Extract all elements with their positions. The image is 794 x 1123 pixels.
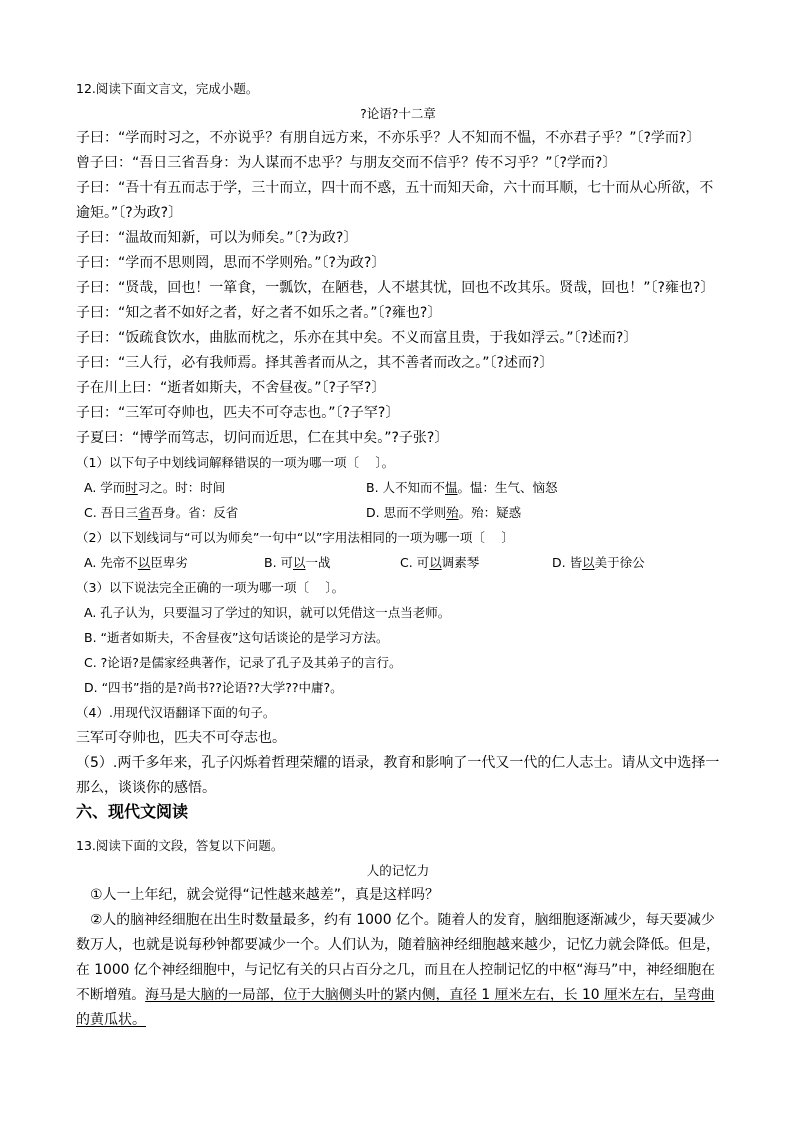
sub3-prompt: （3）以下说法完全正确的一项为哪一项〔 〕。 — [76, 580, 345, 595]
underlined-sentence: 海马是大脑的一局部，位于大脑侧头叶的紧内侧，直径 1 厘米左右，长 10 厘米左右，呈弯曲 — [145, 987, 715, 1003]
passage-line: 子在川上曰：“逝者如斯夫，不舍昼夜。”〔?子罕?〕 — [76, 380, 386, 396]
sub3-option-a: A. 孔子认为，只要温习了学过的知识，就可以凭借这一点当老师。 — [84, 605, 451, 620]
sub3-option-d: D. “四书”指的是?尚书??论语??大学??中庸?。 — [84, 680, 343, 695]
paragraph-2-line: 在 1000 亿个神经细胞中，与记忆有关的只占百分之几，而且在人控制记忆的中枢“海马”中，神经细胞在 — [76, 962, 716, 978]
paragraph-1: ①人一上年纪，就会觉得“记性越来越差”，真是这样吗？ — [90, 887, 440, 903]
paragraph-2-line: 不断增殖。海马是大脑的一局部，位于大脑侧头叶的紧内侧，直径 1 厘米左右，长 10 厘米左右，呈弯曲 — [76, 987, 715, 1003]
passage-line: 子曰：“温故而知新，可以为师矣。”〔?为政?〕 — [76, 230, 358, 246]
underlined-sentence-end: 的黄瓜状。 — [76, 1012, 146, 1028]
passage-line: 子曰：“学而不思则罔，思而不学则殆。”〔?为政?〕 — [76, 255, 386, 271]
passage-line: 子曰：“吾十有五而志于学，三十而立，四十而不惑，五十而知天命，六十而耳顺，七十而从心所欲，不 — [76, 180, 714, 196]
sub1-option-d: D. 思而不学则殆。殆：疑惑 — [366, 505, 522, 520]
sub5-line1: （5）.两千多年来，孔子闪烁着哲理荣耀的语录，教育和影响了一代又一代的仁人志士。请从文中选择一 — [76, 755, 720, 771]
passage-line: 子曰：“饭疏食饮水，曲肱而枕之，乐亦在其中矣。不义而富且贵，于我如浮云。”〔?述而?〕 — [76, 330, 638, 346]
passage-line: 子曰：“学而时习之，不亦说乎？有朋自远方来，不亦乐乎？人不知而不愠，不亦君子乎？”〔?学而?〕 — [76, 130, 701, 146]
sub1-option-b: B. 人不知而不愠。愠：生气、恼怒 — [366, 480, 558, 495]
sub2-option-b: B. 可以一战 — [264, 555, 331, 570]
paragraph-2-line: ②人的脑神经细胞在出生时数量最多，约有 1000 亿个。随着人的发育，脑细胞逐渐减少，每天要减少 — [90, 912, 715, 928]
sub4-prompt: （4）.用现代汉语翻译下面的句子。 — [76, 705, 276, 720]
passage-line: 子夏曰：“博学而笃志，切问而近思，仁在其中矣。”?子张?〕 — [76, 430, 449, 446]
passage-title: ?论语?十二章 — [360, 106, 436, 121]
sub2-option-a: A. 先帝不以臣卑劣 — [84, 555, 188, 570]
sub3-option-c: C. ?论语?是儒家经典著作，记录了孔子及其弟子的言行。 — [84, 655, 402, 670]
sub5-line2: 那么，谈谈你的感悟。 — [76, 780, 216, 796]
paragraph-2-line: 数万人，也就是说每秒钟都要减少一个。人们认为，随着脑神经细胞越来越少，记忆力就会降低。但是， — [76, 937, 720, 953]
passage-line: 子曰：“三军可夺帅也，匹夫不可夺志也。”〔?子罕?〕 — [76, 405, 400, 421]
q13-intro: 13.阅读下面的文段，答复以下问题。 — [76, 838, 284, 853]
sub1-option-a: A. 学而时习之。时：时间 — [84, 480, 226, 495]
sub3-option-b: B. “逝者如斯夫，不舍昼夜”这句话谈论的是学习方法。 — [84, 630, 389, 645]
sub2-prompt: （2）以下划线词与“可以为师矣”一句中“以”字用法相同的一项为哪一项〔 〕 — [76, 530, 514, 545]
sub2-option-c: C. 可以调素琴 — [400, 555, 480, 570]
sub1-prompt: （1）以下句子中划线词解释错误的一项为哪一项〔 〕。 — [76, 455, 395, 470]
q12-intro: 12.阅读下面文言文，完成小题。 — [76, 81, 259, 96]
passage-line: 子曰：“知之者不如好之者，好之者不如乐之者。”〔?雍也?〕 — [76, 305, 442, 321]
passage-line: 曾子曰：“吾日三省吾身：为人谋而不忠乎？与朋友交而不信乎？传不习乎？”〔?学而?〕 — [76, 155, 617, 171]
sub1-option-c: C. 吾日三省吾身。省：反省 — [84, 505, 239, 520]
sub4-sentence: 三军可夺帅也，匹夫不可夺志也。 — [76, 730, 286, 746]
passage-line: 逾矩。”〔?为政?〕 — [76, 205, 183, 221]
section-heading: 六、现代文阅读 — [76, 802, 189, 821]
article-title: 人的记忆力 — [366, 863, 430, 878]
sub2-option-d: D. 皆以美于徐公 — [552, 555, 645, 570]
passage-line: 子曰：“贤哉，回也！一箪食，一瓢饮，在陋巷，人不堪其忧，回也不改其乐。贤哉，回也！”〔?雍也?〕 — [76, 280, 715, 296]
passage-line: 子曰：“三人行，必有我师焉。择其善者而从之，其不善者而改之。”〔?述而?〕 — [76, 355, 554, 371]
